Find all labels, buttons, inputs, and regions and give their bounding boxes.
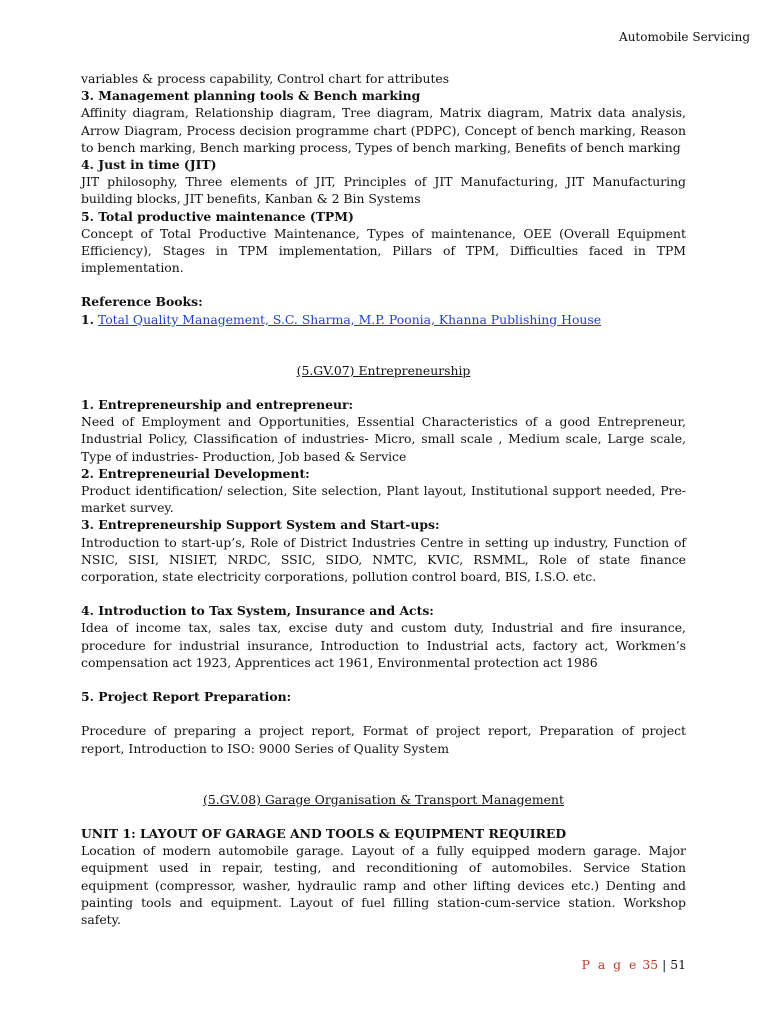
running-header: Automobile Servicing (619, 30, 750, 44)
page-number: 35 (642, 957, 659, 972)
paragraph-jit: JIT philosophy, Three elements of JIT, Principles of JIT Manufacturing, JIT Manufacturing building blocks, JIT benefits, Kanban & 2 Bin Systems (81, 174, 686, 207)
heading-entrepreneurial-development: 2. Entrepreneurial Development: (81, 465, 310, 481)
paragraph-tax-system: Idea of income tax, sales tax, excise duty and custom duty, Industrial and fire insurance, procedure for industrial insurance, Introduction to Industrial acts, factory act, Workmen’s compensation act 1923, Apprentices act 1961, Environmental protection act 1986 (81, 620, 686, 670)
section-title-entrepreneurship: (5.GV.07) Entrepreneurship (296, 362, 471, 378)
section-title-garage: (5.GV.08) Garage Organisation & Transport Management (203, 791, 564, 807)
heading-tpm: 5. Total productive maintenance (TPM) (81, 208, 354, 224)
heading-management-planning: 3. Management planning tools & Bench marking (81, 88, 421, 104)
paragraph-tpm: Concept of Total Productive Maintenance, Types of maintenance, OEE (Overall Equipment Efficiency), Stages in TPM implementation, Pillars of TPM, Difficulties faced in TPM implementation. (81, 225, 686, 276)
reference-number: 1. (81, 311, 94, 327)
paragraph-project-report: Procedure of preparing a project report, Format of project report, Preparation of project report, Introduction to ISO: 9000 Series of Quality System (81, 723, 686, 756)
paragraph-management-planning: Affinity diagram, Relationship diagram, Tree diagram, Matrix diagram, Matrix data analysis, Arrow Diagram, Process decision programme chart (PDPC), Concept of bench marking, Reason to bench marking, Bench marking process, Types of bench marking, Benefits of bench marking (81, 105, 686, 155)
paragraph-support-system: Introduction to start-up’s, Role of District Industries Centre in setting up industry, Function of NSIC, SISI, NISIET, NRDC, SSIC, SIDO, NMTC, KVIC, RSMML, Role of state finance corporation, state electricity corporations, pollution control board, BIS, I.S.O. etc. (81, 534, 686, 585)
heading-project-report: 5. Project Report Preparation: (81, 689, 292, 705)
paragraph-unit-1: Location of modern automobile garage. Layout of a fully equipped modern garage. Major equipment used in repair, testing, and reconditioning of automobiles. Service Station equipment (compressor, washer, hydraulic ramp and other lifting devices etc.) Denting and painting tools and equipment. Layout of fuel filling station-cum-service station. Workshop safety. (81, 843, 686, 927)
page-footer (582, 957, 686, 972)
page-content (81, 70, 686, 928)
page-label: P a g e (581, 957, 639, 972)
heading-jit: 4. Just in time (JIT) (81, 157, 217, 173)
page-separator: | (662, 957, 667, 972)
heading-tax-system: 4. Introduction to Tax System, Insurance and Acts: (81, 603, 434, 619)
reference-books-heading: Reference Books: (81, 294, 203, 310)
reference-item (81, 311, 686, 328)
paragraph-entrepreneurship: Need of Employment and Opportunities, Essential Characteristics of a good Entrepreneur, Industrial Policy, Classification of industries- Micro, small scale , Medium scale, Large scale, Type of industries- Production, Job based & Service (81, 414, 686, 464)
continued-text: variables & process capability, Control chart for attributes (81, 71, 450, 86)
heading-unit-1: UNIT 1: LAYOUT OF GARAGE AND TOOLS & EQUIPMENT REQUIRED (81, 825, 567, 841)
heading-support-system: 3. Entrepreneurship Support System and Start-ups: (81, 517, 440, 533)
heading-entrepreneurship: 1. Entrepreneurship and entrepreneur: (81, 397, 354, 413)
page-total: 51 (670, 957, 686, 972)
paragraph-entrepreneurial-development: Product identification/ selection, Site selection, Plant layout, Institutional support needed, Pre-market survey. (81, 483, 686, 516)
reference-link[interactable]: Total Quality Management, S.C. Sharma, M.P. Poonia, Khanna Publishing House (97, 311, 602, 327)
